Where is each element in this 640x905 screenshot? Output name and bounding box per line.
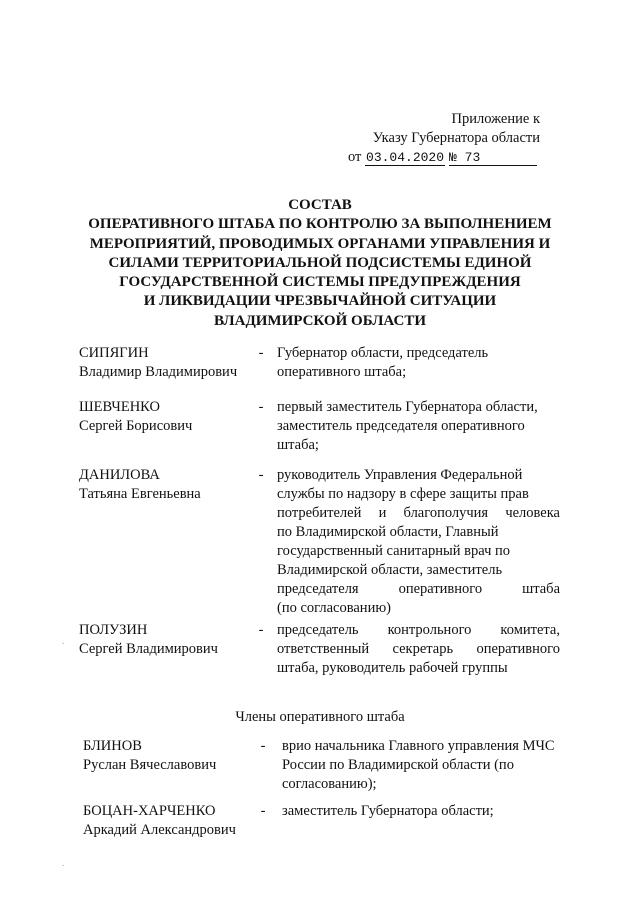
number-sign: № xyxy=(449,150,457,165)
dash-separator: - xyxy=(260,738,266,754)
scan-artifact: . xyxy=(62,858,65,868)
member-given-names: Сергей Борисович xyxy=(79,418,193,434)
member-surname: ШЕВЧЕНКО xyxy=(79,399,160,415)
position-line: первый заместитель Губернатора области, xyxy=(277,399,538,415)
date-prefix: от xyxy=(348,149,362,165)
member-name xyxy=(83,737,263,775)
member-position xyxy=(277,344,549,382)
title-line: ВЛАДИМИРСКОЙ ОБЛАСТИ xyxy=(214,312,426,329)
position-line: потребителей и благополучия человека xyxy=(277,505,560,521)
dash-separator: - xyxy=(260,803,266,819)
member-position xyxy=(282,737,572,794)
position-line: России по Владимирской области (по xyxy=(282,757,514,773)
member-given-names: Руслан Вячеславович xyxy=(83,757,217,773)
annex-date-line xyxy=(340,148,540,167)
member-surname: ДАНИЛОВА xyxy=(79,467,160,483)
position-line: государственный санитарный врач по xyxy=(277,543,510,559)
member-position xyxy=(277,466,560,618)
annex-line-2: Указу Губернатора области xyxy=(372,130,540,146)
position-line: штаба; xyxy=(277,437,319,453)
title-line: И ЛИКВИДАЦИИ ЧРЕЗВЫЧАЙНОЙ СИТУАЦИИ xyxy=(143,293,497,310)
position-line: председателя оперативного штаба xyxy=(277,581,560,597)
position-line: службы по надзору в сфере защиты прав xyxy=(277,486,529,502)
title-line: МЕРОПРИЯТИЙ, ПРОВОДИМЫХ ОРГАНАМИ УПРАВЛЕНИЯ И xyxy=(89,235,551,252)
position-line: (по согласованию) xyxy=(277,600,391,616)
position-line: врио начальника Главного управления МЧС xyxy=(282,738,555,754)
member-name xyxy=(79,621,259,659)
member-surname: ПОЛУЗИН xyxy=(79,622,148,638)
member-given-names: Сергей Владимирович xyxy=(79,641,218,657)
member-surname: БЛИНОВ xyxy=(83,738,142,754)
position-line: штаба, руководитель рабочей группы xyxy=(277,660,508,676)
member-name xyxy=(79,466,259,504)
title-heading: СОСТАВ xyxy=(288,197,352,213)
member-position xyxy=(277,621,560,678)
decree-date: 03.04.2020 xyxy=(366,150,445,165)
position-line: согласованию); xyxy=(282,776,377,792)
member-given-names: Аркадий Александрович xyxy=(83,822,236,838)
title-line: ГОСУДАРСТВЕННОЙ СИСТЕМЫ ПРЕДУПРЕЖДЕНИЯ xyxy=(119,274,521,291)
scan-artifact: . xyxy=(62,636,65,646)
member-given-names: Татьяна Евгеньевна xyxy=(79,486,201,502)
member-position xyxy=(282,802,572,821)
member-name xyxy=(83,802,263,840)
member-name xyxy=(79,398,259,436)
position-line: ответственный секретарь оперативного xyxy=(277,641,560,657)
position-line: оперативного штаба; xyxy=(277,364,407,380)
decree-number-field xyxy=(449,151,537,166)
member-position xyxy=(277,398,562,455)
position-line: по Владимирской области, Главный xyxy=(277,524,499,540)
position-line: Владимирской области, заместитель xyxy=(277,562,503,578)
position-line: Губернатор области, председатель xyxy=(277,345,489,361)
title-line: СИЛАМИ ТЕРРИТОРИАЛЬНОЙ ПОДСИСТЕМЫ ЕДИНОЙ xyxy=(108,254,532,271)
position-line: заместитель председателя оперативного xyxy=(277,418,525,434)
title-line: ОПЕРАТИВНОГО ШТАБА ПО КОНТРОЛЮ ЗА ВЫПОЛНЕНИЕМ xyxy=(88,216,552,233)
member-name xyxy=(79,344,259,382)
member-surname: СИПЯГИН xyxy=(79,345,149,361)
annex-header xyxy=(340,110,540,167)
dash-separator: - xyxy=(258,345,264,361)
decree-number: 73 xyxy=(464,150,481,165)
document-title xyxy=(60,196,580,331)
position-line: руководитель Управления Федеральной xyxy=(277,467,523,483)
dash-separator: - xyxy=(258,467,264,483)
position-line: председатель контрольного комитета, xyxy=(277,622,560,638)
member-surname: БОЦАН-ХАРЧЕНКО xyxy=(83,803,216,819)
dash-separator: - xyxy=(258,622,264,638)
members-section-heading: Члены оперативного штаба xyxy=(235,709,405,725)
position-line: заместитель Губернатора области; xyxy=(282,803,494,819)
member-given-names: Владимир Владимирович xyxy=(79,364,238,380)
dash-separator: - xyxy=(258,399,264,415)
annex-line-1: Приложение к xyxy=(451,111,540,127)
